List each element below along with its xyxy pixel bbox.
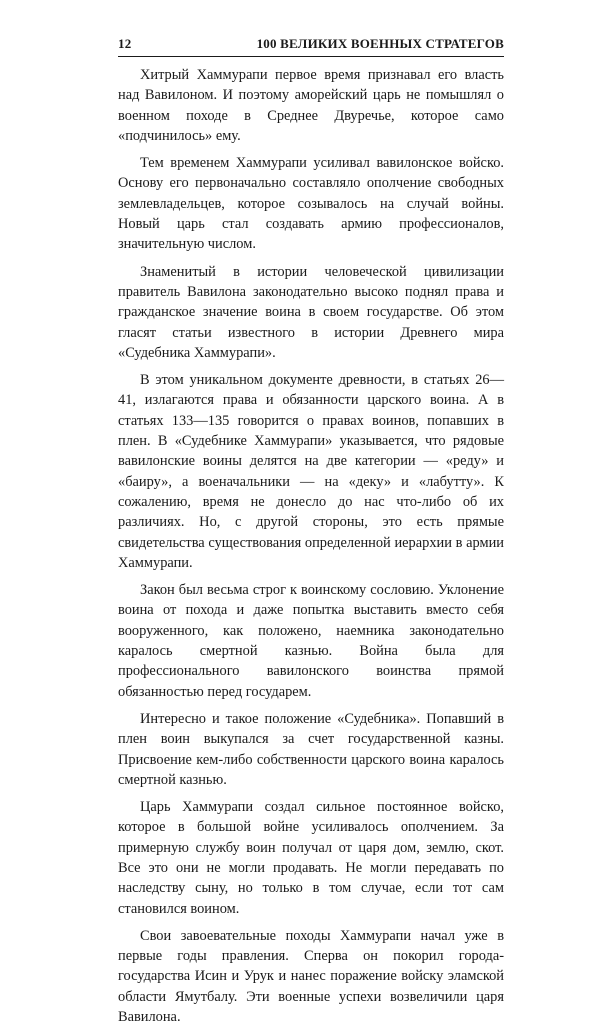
paragraph: Тем временем Хаммурапи усиливал вавилонское войско. Основу его первоначально составляло ополчение свободных землевладельцев, которое созывалось на случай войны. Новый царь стал создавать армию профессионалов, значительную числом. [118,155,504,253]
paragraph: Царь Хаммурапи создал сильное постоянное войско, которое в большой войне усиливалось ополчением. За примерную службу воин получал от царя дом, землю, скот. Все это они не могли продавать. Не могли передавать по наследству сыну, но только в том случае, если тот сам становился воином. [118,799,504,917]
paragraph: Знаменитый в истории человеческой цивилизации правитель Вавилона законодательно высоко поднял права и гражданское значение воина в своем государстве. Об этом гласят статьи известного в истории Древнего мира «Судебника Хаммурапи». [118,263,504,361]
paragraph: Закон был весьма строг к воинскому сословию. Уклонение воина от похода и даже попытка выставить вместо себя вооруженного, как положено, наемника законодательно каралось смертной казнью. Война была для профессионального вавилонского воинства прямой обязанностью перед государем. [118,582,504,700]
paragraph: В этом уникальном документе древности, в статьях 26—41, излагаются права и обязанности царского воина. А в статьях 133—135 говорится о правах воинов, попавших в плен. В «Судебнике Хаммурапи» указывается, что рядовые вавилонские воины делятся на две категории — «реду» и «баиру», а военачальники — на «деку» и «лабутту». К сожалению, время не донесло до нас что-либо об их различиях. Но, с другой стороны, это есть прямые свидетельства существования определенной иерархии в армии Хаммурапи. [118,372,504,571]
paragraph: Хитрый Хаммурапи первое время признавал его власть над Вавилоном. И поэтому аморейский царь не помышлял о военном походе в Среднее Двуречье, которое само «подчинилось» ему. [118,67,504,144]
paragraph: Интересно и такое положение «Судебника». Попавший в плен воин выкупался за счет государственной казны. Присвоение кем-либо собственности царского воина каралось смертной казнью. [118,710,504,788]
running-header [118,36,504,57]
paragraph: Свои завоевательные походы Хаммурапи начал уже в первые годы правления. Сперва он покорил города-государства Исин и Урук и нанес поражение войску эламской области Ямутбалу. Эти военные успехи возвеличили царя Вавилона. [118,927,504,1026]
running-title: 100 ВЕЛИКИХ ВОЕННЫХ СТРАТЕГОВ [256,36,504,51]
body-text [118,65,504,1034]
page-number: 12 [118,36,132,51]
